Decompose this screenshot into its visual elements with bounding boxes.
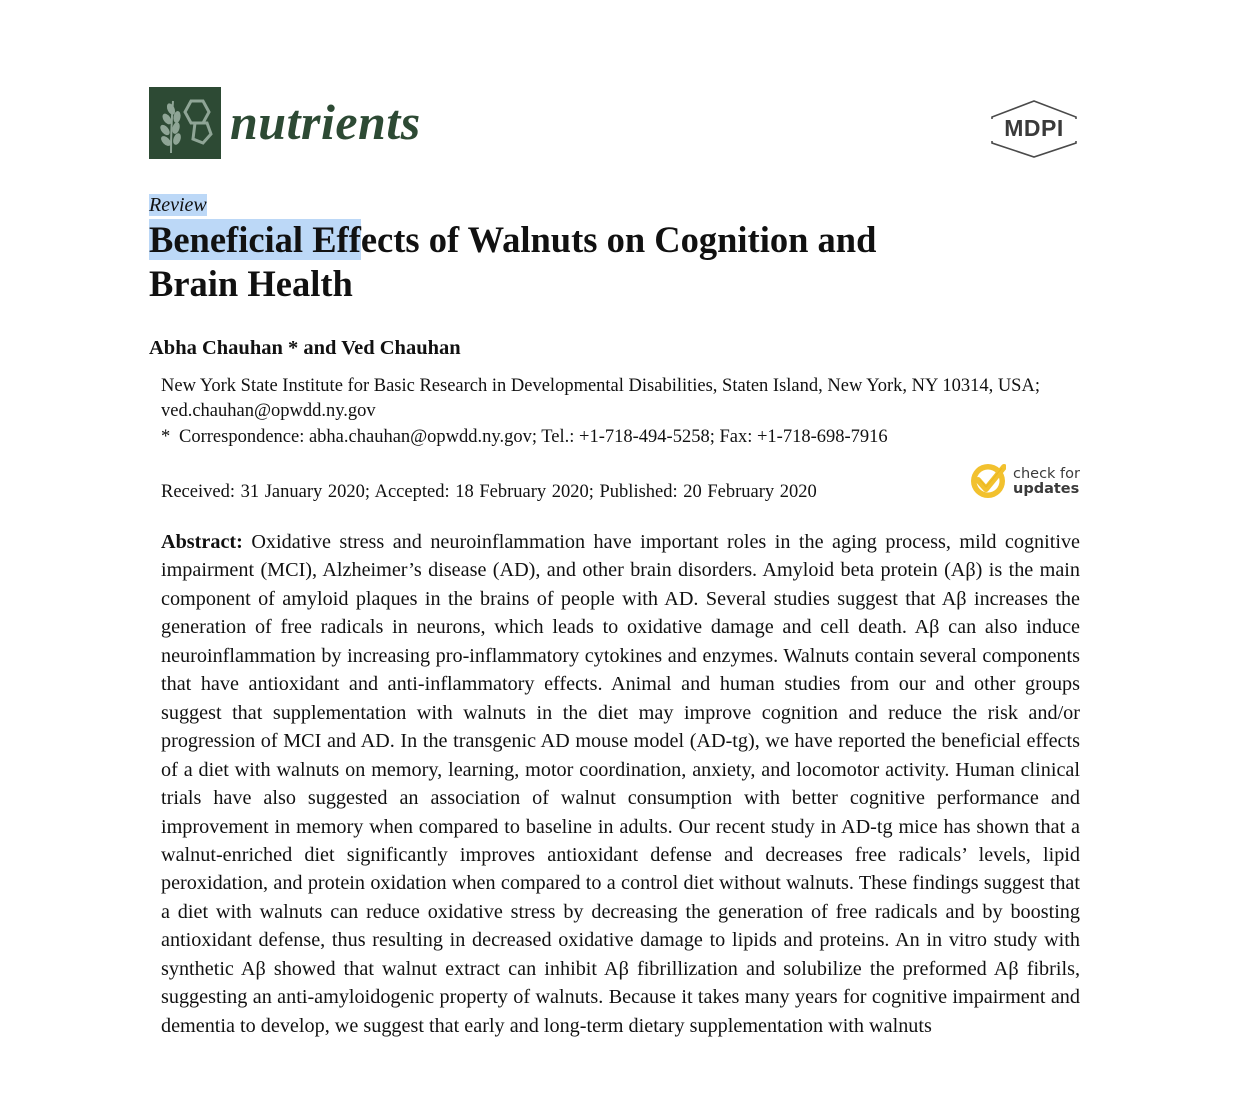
affiliation: New York State Institute for Basic Research in Developmental Disabilities, Staten Island, New York, NY 10314, USA; ved.chauhan@opwdd.ny.gov: [161, 376, 1040, 421]
title-text-line2: Brain Health: [149, 263, 353, 304]
correspondence-text: Correspondence: abha.chauhan@opwdd.ny.gov; Tel.: +1-718-494-5258; Fax: +1-718-698-7916: [179, 427, 888, 447]
abstract-label: Abstract:: [161, 531, 243, 553]
article-type-text: Review: [149, 194, 207, 216]
journal-name: nutrients: [230, 94, 421, 150]
publication-dates: Received: 31 January 2020; Accepted: 18 February 2020; Published: 20 February 2020: [161, 482, 817, 502]
abstract-text: Oxidative stress and neuroinflammation have important roles in the aging process, mild cognitive impairment (MCI), Alzheimer’s disease (AD), and other brain disorders. Amyloid beta protein (Aβ) is the main component of amyloid plaques in the brains of people with AD. Several studies suggest that Aβ increases the generation of free radicals in neurons, which leads to oxidative damage and cell death. Aβ can also induce neuroinflammation by increasing pro-inflammatory cytokines and enzymes. Walnuts contain several components that have antioxidant and anti-inflammatory effects. Animal and human studies from our and other groups suggest that supplementation with walnuts in the diet may improve cognition and reduce the risk and/or progression of MCI and AD. In the transgenic AD mouse model (AD-tg), we have reported the beneficial effects of a diet with walnuts on memory, learning, motor coordination, anxiety, and locomotor activity. Human clinical trials have also suggested an association of walnut consumption with better cognitive performance and improvement in memory when compared to baseline in adults. Our recent study in AD-tg mice has shown that a walnut-enriched diet significantly improves antioxidant defense and decreases free radicals’ levels, lipid peroxidation, and protein oxidation when compared to a control diet without walnuts. These findings suggest that a diet with walnuts can reduce oxidative stress by decreasing the generation of free radicals and by boosting antioxidant defense, thus resulting in decreased oxidative damage to lipids and proteins. An in vitro study with synthetic Aβ showed that walnut extract can inhibit Aβ fibrillization and solubilize the preformed Aβ fibrils, suggesting an anti-amyloidogenic property of walnuts. Because it takes many years for cognitive impairment and dementia to develop, we suggest that early and long-term dietary supplementation with walnuts: [161, 531, 1081, 1037]
journal-logo-icon: [149, 87, 221, 159]
title-selected-text: Beneficial Eff: [149, 219, 361, 260]
check-for-updates-line1: check for: [1013, 466, 1080, 482]
title-text-line1: ects of Walnuts on Cognition and: [360, 219, 877, 260]
article-type: [149, 193, 207, 217]
checkmark-circle-icon: [970, 463, 1006, 499]
abstract: [161, 528, 1080, 1040]
publisher-name: MDPI: [1004, 115, 1064, 141]
check-for-updates-badge[interactable]: [970, 462, 1085, 502]
check-for-updates-line2: updates: [1013, 481, 1080, 497]
article-title: [149, 218, 1049, 306]
authors: Abha Chauhan * and Ved Chauhan: [149, 337, 461, 359]
correspondence: [161, 425, 1086, 450]
correspondence-marker: *: [161, 427, 171, 447]
